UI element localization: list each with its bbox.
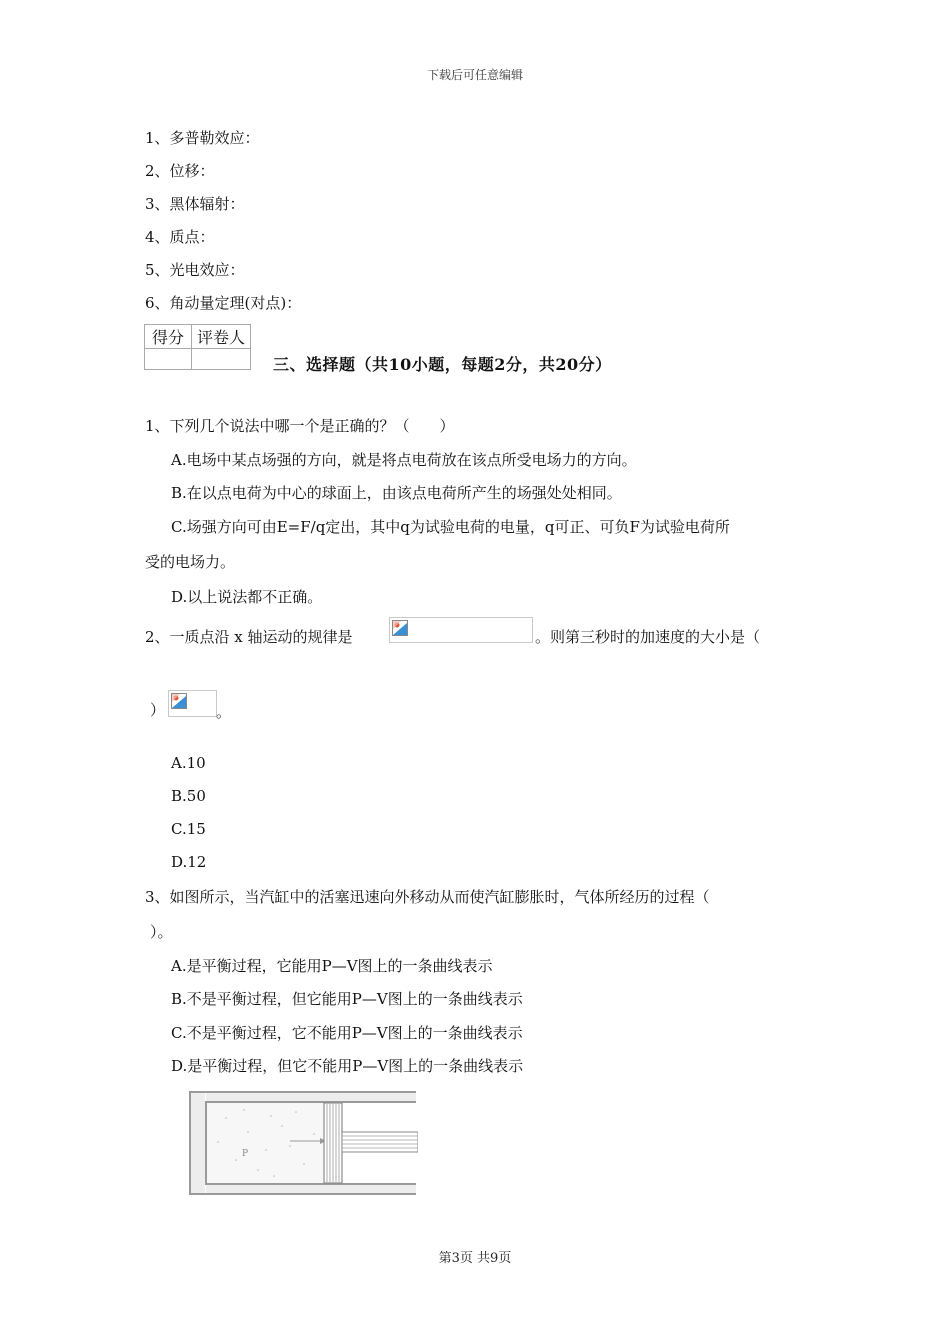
- gas-label: P: [242, 1149, 249, 1159]
- q3-stem-continued: ）。: [150, 923, 173, 941]
- q1-stem: 1、下列几个说法中哪一个是正确的？（ ）: [145, 417, 455, 435]
- cylinder-piston-figure: [186, 1088, 418, 1198]
- grader-cell: [192, 349, 251, 370]
- broken-image-icon: [392, 620, 408, 636]
- score-label: 得分: [145, 325, 192, 349]
- definition-4: 4、质点：: [145, 228, 215, 246]
- q3-option-a: A.是平衡过程，它能用P—V图上的一条曲线表示: [171, 957, 493, 975]
- grader-label: 评卷人: [192, 325, 251, 349]
- q1-option-a: A.电场中某点场强的方向，就是将点电荷放在该点所受电场力的方向。: [171, 451, 637, 469]
- q2-stem2-pre: ）: [150, 701, 166, 719]
- q2-stem-post: 。则第三秒时的加速度的大小是（: [535, 628, 761, 646]
- answer-image-placeholder: [168, 690, 217, 717]
- definition-3: 3、黑体辐射：: [145, 195, 245, 213]
- q1-option-b: B.在以点电荷为中心的球面上，由该点电荷所产生的场强处处相同。: [171, 484, 622, 502]
- q2-option-a: A.10: [171, 754, 206, 772]
- q2-stem2-post: 。: [216, 703, 232, 721]
- definition-2: 2、位移：: [145, 162, 215, 180]
- q3-option-b: B.不是平衡过程，但它能用P—V图上的一条曲线表示: [171, 990, 523, 1008]
- q1-option-c-continued: 受的电场力。: [145, 553, 236, 571]
- q3-option-c: C.不是平衡过程，它不能用P—V图上的一条曲线表示: [171, 1024, 523, 1042]
- section-title: 三、选择题（共10小题，每题2分，共20分）: [273, 355, 612, 374]
- page-header: 下载后可任意编辑: [426, 68, 523, 82]
- page-footer: 第3页 共9页: [438, 1251, 512, 1266]
- definition-5: 5、光电效应：: [145, 261, 245, 279]
- q3-option-d: D.是平衡过程，但它不能用P—V图上的一条曲线表示: [171, 1057, 524, 1075]
- definition-1: 1、多普勒效应：: [145, 129, 260, 147]
- score-cell: [145, 349, 192, 370]
- q2-option-c: C.15: [171, 820, 206, 838]
- q2-option-d: D.12: [171, 853, 207, 871]
- q2-stem-pre: 2、一质点沿 x 轴运动的规律是: [145, 628, 353, 646]
- q3-stem: 3、如图所示，当汽缸中的活塞迅速向外移动从而使汽缸膨胀时，气体所经历的过程（: [145, 888, 710, 906]
- definition-6: 6、角动量定理(对点)：: [145, 294, 302, 312]
- q1-option-c: C.场强方向可由E=F/q定出，其中q为试验电荷的电量，q可正、可负F为试验电荷所: [171, 518, 730, 536]
- broken-image-icon: [171, 693, 187, 709]
- q2-option-b: B.50: [171, 787, 206, 805]
- q1-option-d: D.以上说法都不正确。: [171, 588, 323, 606]
- score-box: [144, 324, 251, 370]
- formula-image-placeholder: [389, 617, 533, 643]
